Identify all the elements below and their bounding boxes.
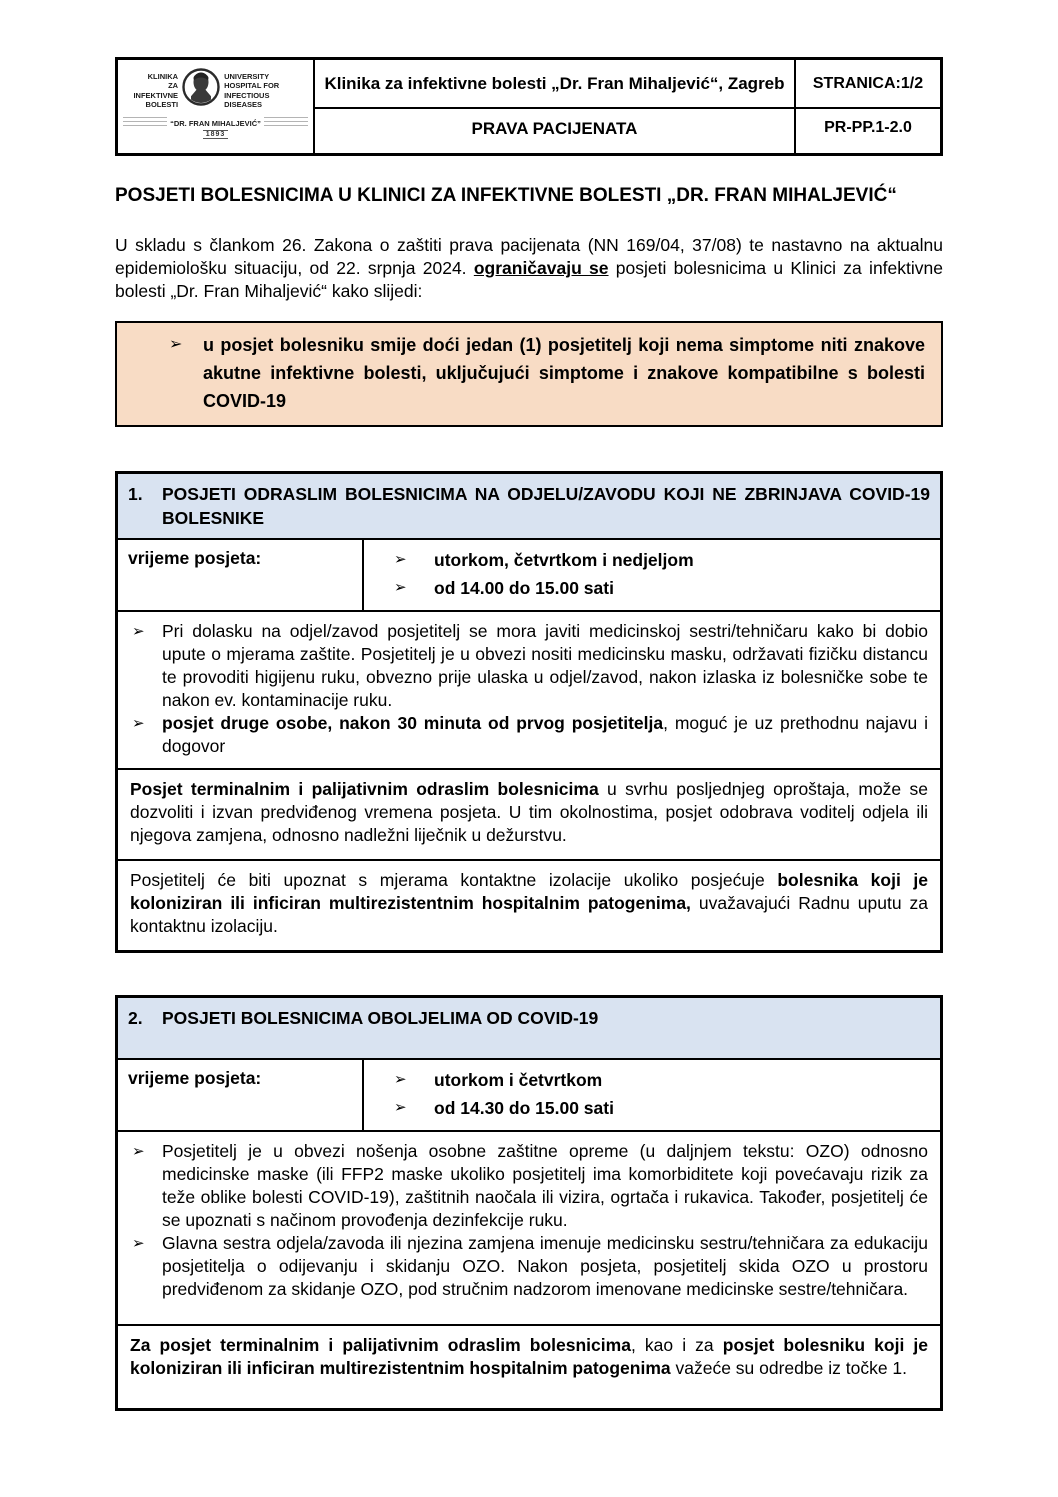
section-2-visit-time-row <box>118 1058 940 1130</box>
logo-name-row <box>123 117 308 129</box>
rules-list <box>130 1140 928 1301</box>
logo-founding-year: 1893 <box>203 130 229 139</box>
logo-hospital-name: “DR. FRAN MIHALJEVIĆ” <box>170 118 261 128</box>
arrow-bullet-icon: ➢ <box>132 1235 145 1252</box>
terminal-patients-note: Posjet terminalnim i palijativnim odraslim bolesnicima u svrhu posljednjeg oproštaja, može se dozvoliti i izvan predviđenog vremena posjeta. U tim okolnostima, posjet odobrava voditelj odjela ili njegova zamjena, odnosno nadležni liječnik u dežurstvu. <box>118 768 940 859</box>
logo-org-line: UNIVERSITY <box>224 71 270 81</box>
section-1-table <box>115 471 943 953</box>
rules-list <box>130 620 928 758</box>
logo-org-croatian <box>122 72 178 110</box>
visit-time-text: utorkom i četvrtkom <box>434 1070 603 1090</box>
header-document-code: PR-PP.1-2.0 <box>794 109 940 153</box>
visit-time-item <box>394 1066 930 1094</box>
visit-time-item <box>394 574 930 602</box>
notice-box <box>115 321 943 427</box>
visit-time-text: od 14.30 do 15.00 sati <box>434 1098 614 1118</box>
intro-paragraph: U skladu s člankom 26. Zakona o zaštiti prava pacijenata (NN 169/04, 37/08) te nastavno na aktualnu epidemiološku situaciju, od 22. srpnja 2024. ograničavaju se posjeti bolesnicima u Klinici za infektivne bolesti „Dr. Fran Mihaljević“ kako slijedi: <box>115 235 943 301</box>
section-2-table <box>115 995 943 1411</box>
rule-text: posjet druge osobe, nakon 30 minuta od prvog posjetitelja, moguć je uz prethodnu najavu i dogovor <box>162 713 928 756</box>
logo-org-line: INFECTIOUS DISEASES <box>224 90 270 109</box>
logo-org-line: ZA INFEKTIVNE <box>133 81 179 100</box>
notice-text: u posjet bolesniku smije doći jedan (1) posjetitelj koji nema simptome niti znakove akutne infektivne bolesti, uključujući simptome i znakove kompatibilne s bolesti COVID-19 <box>203 335 925 411</box>
section-1-rules-row <box>118 610 940 768</box>
arrow-bullet-icon: ➢ <box>394 1071 407 1088</box>
arrow-bullet-icon: ➢ <box>394 1099 407 1116</box>
visit-time-item <box>394 546 930 574</box>
fine-print-right <box>264 117 308 129</box>
contact-isolation-note: Posjetitelj će biti upoznat s mjerama kontaktne izolacije ukoliko posjećuje bolesnika koji je koloniziran ili inficiran multirezistentnim hospitalnim patogenima, uvažavajući Radnu uputu za kontaktnu izolaciju. <box>118 859 940 950</box>
section-2-rules-row <box>118 1130 940 1324</box>
section-2-number: 2. <box>128 1008 143 1028</box>
visit-time-label: vrijeme posjeta: <box>118 540 364 610</box>
header-table <box>115 57 943 156</box>
section-1-visit-time-row <box>118 538 940 610</box>
logo-org-english <box>224 72 309 110</box>
visit-time-values <box>364 1060 940 1130</box>
arrow-bullet-icon: ➢ <box>394 579 407 596</box>
arrow-bullet-icon: ➢ <box>132 1143 145 1160</box>
rule-text: Glavna sestra odjela/zavoda ili njezina zamjena imenuje medicinsku sestru/tehničara za edukaciju posjetitelja o odijevanju i skidanju OZO. Nakon posjeta, posjetitelj skida OZO u prostoru predviđenom za skidanje OZO, pod stručnim nadzorom imenovane medicinske sestre/tehničara. <box>162 1233 928 1299</box>
arrow-bullet-icon: ➢ <box>394 551 407 568</box>
rule-item <box>130 620 928 712</box>
arrow-bullet-icon: ➢ <box>169 336 183 353</box>
visit-time-text: utorkom, četvrtkom i nedjeljom <box>434 550 694 570</box>
section-1-title: POSJETI ODRASLIM BOLESNICIMA NA ODJELU/ZAVODU KOJI NE ZBRINJAVA COVID-19 BOLESNIKE <box>162 484 930 528</box>
portrait-emblem-icon <box>181 66 221 115</box>
rule-item <box>130 1232 928 1301</box>
arrow-bullet-icon: ➢ <box>132 623 145 640</box>
logo-top-row <box>122 66 309 115</box>
rule-item <box>130 1140 928 1232</box>
visit-time-item <box>394 1094 930 1122</box>
section-2-header <box>118 998 940 1058</box>
header-page-number: STRANICA:1/2 <box>794 60 940 109</box>
arrow-bullet-icon: ➢ <box>132 715 145 732</box>
document-title: POSJETI BOLESNICIMA U KLINICI ZA INFEKTIVNE BOLESTI „DR. FRAN MIHALJEVIĆ“ <box>115 185 897 206</box>
visit-time-values <box>364 540 940 610</box>
section-2-title: POSJETI BOLESNICIMA OBOLJELIMA OD COVID-19 <box>162 1008 599 1028</box>
rule-text: Posjetitelj je u obvezi nošenja osobne zaštitne opreme (u daljnjem tekstu: OZO) odnosno medicinske maske (ili FFP2 maske ukoliko posjetitelj ima komorbiditete koji povećavaju rizik za teže oblike bolesti COVID-19), zaštitnih naočala ili vizira, ogrtača i rukavica. Također, posjetitelj će se upoznati s načinom provođenja dezinfekcije ruku. <box>162 1141 928 1230</box>
visit-time-label: vrijeme posjeta: <box>118 1060 364 1130</box>
notice-item <box>131 331 927 415</box>
logo-org-line: HOSPITAL FOR <box>224 81 280 90</box>
logo-org-line: BOLESTI <box>145 100 179 109</box>
section-2-final-note: Za posjet terminalnim i palijativnim odraslim bolesnicima, kao i za posjet bolesniku koji je koloniziran ili inficiran multirezistentnim hospitalnim patogenima važeće su odredbe iz točke 1. <box>118 1324 940 1408</box>
logo-org-line: KLINIKA <box>147 71 179 81</box>
hospital-logo <box>118 60 315 153</box>
rule-text: Pri dolasku na odjel/zavod posjetitelj se mora javiti medicinskoj sestri/tehničaru kako bi dobio upute o mjerama zaštite. Posjetitelj je u obvezi nositi medicinsku masku, održavati fizičku distancu te provoditi higijenu ruku, obvezno prije ulaska u odjel/zavod, nakon izlaska iz bolesničke sobe te nakon ev. kontaminacije ruku. <box>162 621 928 710</box>
page-content <box>115 57 943 1411</box>
visit-time-text: od 14.00 do 15.00 sati <box>434 578 614 598</box>
fine-print-left <box>123 117 167 129</box>
rule-item <box>130 712 928 758</box>
header-clinic-title: Klinika za infektivne bolesti „Dr. Fran Mihaljević“, Zagreb <box>315 60 794 109</box>
section-1-header <box>118 474 940 538</box>
section-1-number: 1. <box>128 484 143 504</box>
header-document-type: PRAVA PACIJENATA <box>471 119 638 138</box>
